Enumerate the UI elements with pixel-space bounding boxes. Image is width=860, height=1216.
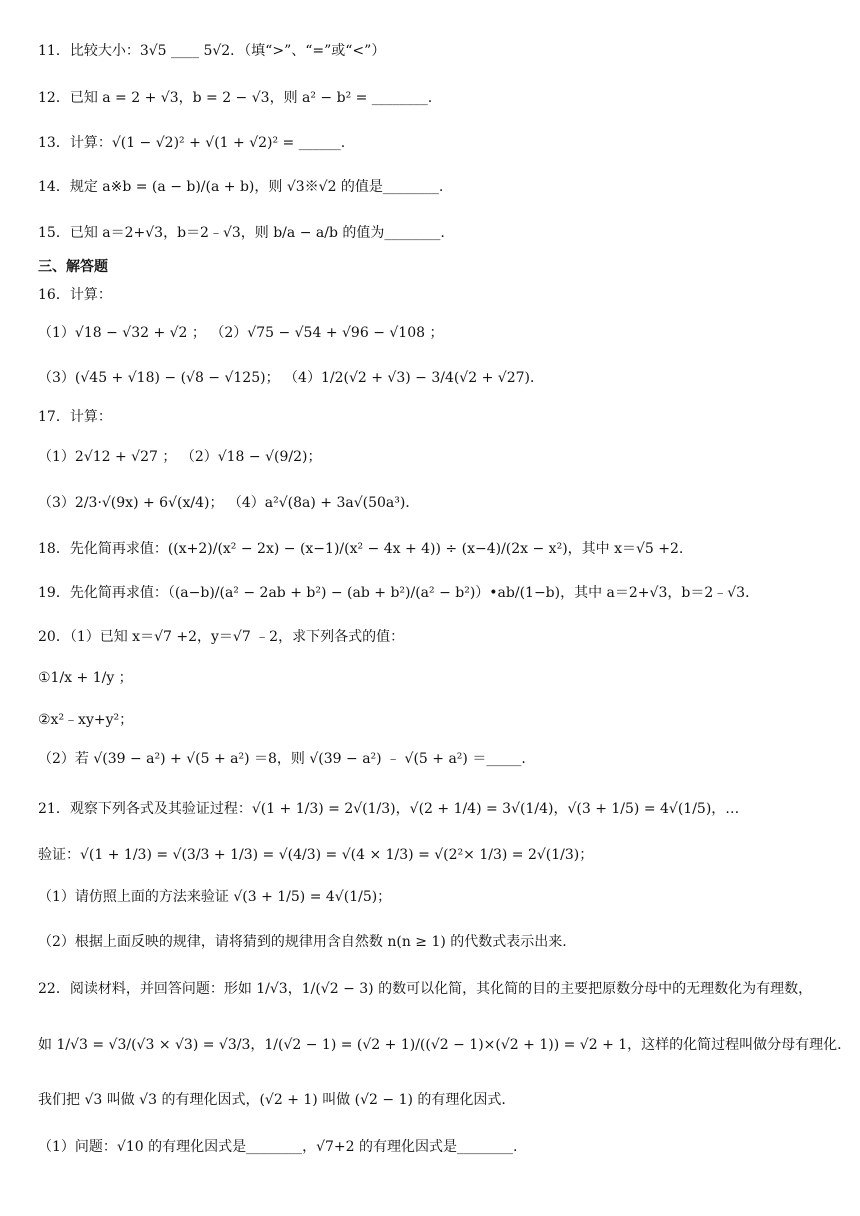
question-17-title: 17．计算： [38, 409, 112, 425]
question-20-item-2: ②x²﹣xy+y²； [38, 712, 134, 728]
question-16-title: 16．计算： [38, 287, 112, 303]
question-22-definition: 我们把 √3 叫做 √3 的有理化因式，(√2 + 1) 叫做 (√2 − 1) 的有理化因式. [38, 1092, 506, 1108]
question-18: 18．先化简再求值：((x+2)/(x² − 2x) − (x−1)/(x² − 4x + 4)) ÷ (x−4)/(2x − x²)，其中 x＝√5 +2. [38, 541, 684, 557]
question-20-part-1: 20．（1）已知 x＝√7 +2，y＝√7 ﹣2，求下列各式的值： [38, 629, 405, 645]
question-21: 21．观察下列各式及其验证过程：√(1 + 1/3) = 2√(1/3)，√(2 + 1/4) = 3√(1/4)，√(3 + 1/5) = 4√(1/5)，… [38, 801, 740, 817]
question-16-part-1-2: （1）√18 − √32 + √2 ； （2）√75 − √54 + √96 − √108 ； [38, 325, 444, 341]
question-21-part-1: （1）请仿照上面的方法来验证 √(3 + 1/5) = 4√(1/5)； [38, 889, 392, 905]
question-11: 11．比较大小：3√5 ____ 5√2．（填“>”、“=”或“<”） [38, 43, 386, 59]
question-17-part-3-4: （3）2/3·√(9x) + 6√(x/4)； （4）a²√(8a) + 3a√(50a³)． [38, 495, 420, 511]
question-22-intro: 22．阅读材料，并回答问题：形如 1/√3，1/(√2 − 3) 的数可以化简，其化简的目的主要把原数分母中的无理数化为有理数， [38, 981, 813, 997]
section-title: 三、解答题 [38, 259, 108, 275]
question-15: 15．已知 a＝2+√3，b＝2﹣√3，则 b/a − a/b 的值为________. [38, 225, 445, 241]
question-22-part-1: （1）问题：√10 的有理化因式是________，√7+2 的有理化因式是________. [38, 1139, 518, 1155]
question-17-part-1-2: （1）2√12 + √27 ； （2）√18 − √(9/2)； [38, 449, 322, 465]
question-13: 13．计算：√(1 − √2)² + √(1 + √2)² = ______. [38, 135, 346, 151]
question-12: 12．已知 a = 2 + √3，b = 2 − √3，则 a² − b² = ________. [38, 90, 433, 106]
question-14: 14．规定 a※b = (a − b)/(a + b)，则 √3※√2 的值是________. [38, 179, 444, 195]
question-16-part-3-4: （3）(√45 + √18) − (√8 − √125)； （4）1/2(√2 + √3) − 3/4(√2 + √27)． [38, 370, 544, 386]
question-20-part-2: （2）若 √(39 − a²) + √(5 + a²) ＝8，则 √(39 − a²) ﹣ √(5 + a²) ＝_____. [38, 751, 526, 767]
question-22-example: 如 1/√3 = √3/(√3 × √3) = √3/3，1/(√2 − 1) = (√2 + 1)/((√2 − 1)×(√2 + 1)) = √2 + 1，这样的化简过程叫做分母有理化. [38, 1037, 842, 1053]
question-21-part-2: （2）根据上面反映的规律，请将猜到的规律用含自然数 n(n ≥ 1) 的代数式表示出来. [38, 934, 567, 950]
question-20-item-1: ①1/x + 1/y ； [38, 670, 133, 686]
question-21-verification: 验证：√(1 + 1/3) = √(3/3 + 1/3) = √(4/3) = √(4 × 1/3) = √(2²× 1/3) = 2√(1/3)； [38, 847, 594, 863]
question-19: 19．先化简再求值：（(a−b)/(a² − 2ab + b²) − (ab + b²)/(a² − b²)）•ab/(1−b)，其中 a＝2+√3，b＝2﹣√3． [38, 585, 760, 601]
